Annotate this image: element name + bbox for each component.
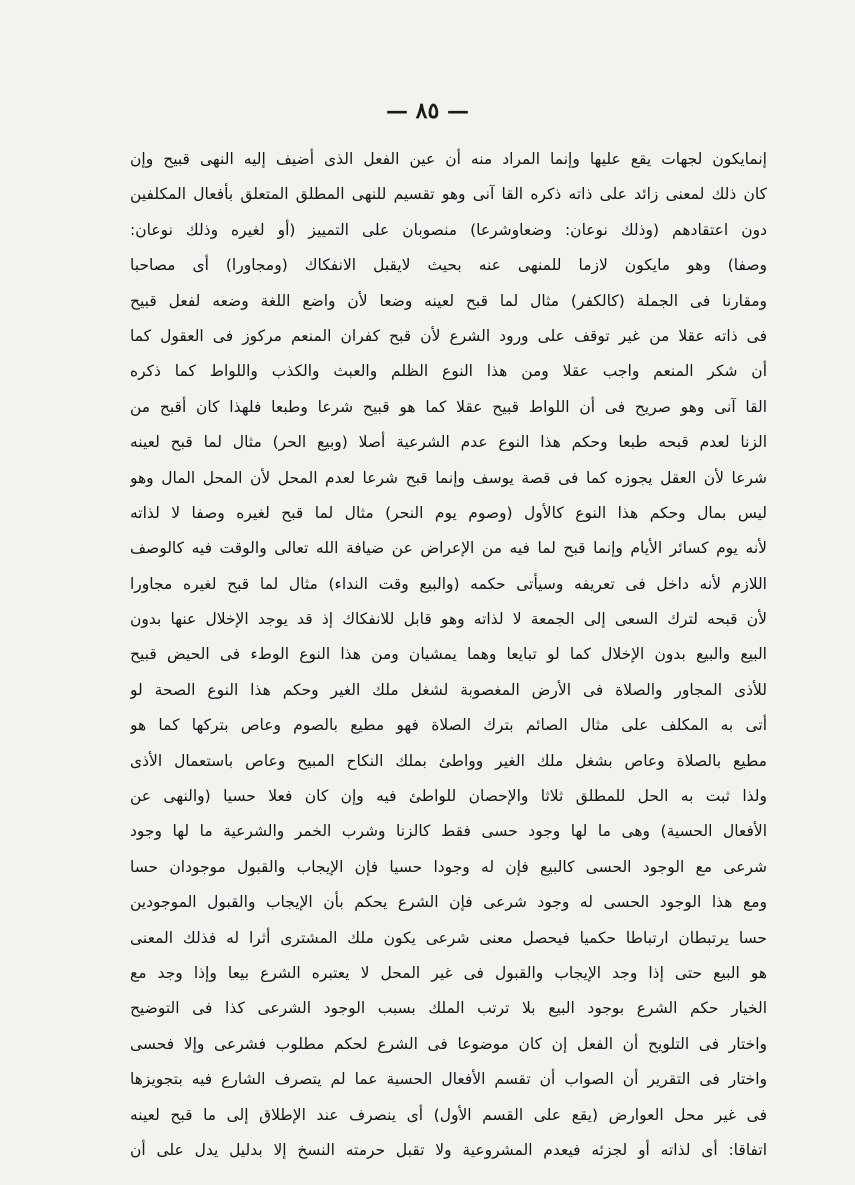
text-line: إنمايكون لجهات يقع عليها وإنما المراد منه أن عين الفعل الذى أضيف إليه النهى قبيح وإن [130,150,767,168]
text-line: حسا يرتبطان ارتباطا حكميا فيحصل معنى شرعى يكون ملك المشترى أثرا له فذلك المعنى [130,928,767,947]
text-line: البيع والبيع بدون الإخلال كما لو تبايعا وهما يمشيان ومن هذا النوع الوطء فى الحيض قبيح [130,645,767,664]
text-line: هو البيع حتى إذا وجد الإيجاب والقبول فى غير المحل لا يعتبره الشرع بيعا وإذا وجد مع [130,963,767,982]
text-line: الأفعال الحسية) وهى ما لها وجود حسى فقط كالزنا وشرب الخمر والشرعية ما لها وجود [130,822,767,841]
text-line: شرعى مع الوجود الحسى كالبيع فإن له وجودا حسيا فإن الإيجاب والقبول موجودان حسا [130,857,767,876]
page-number: — ٨٥ — [386,98,469,124]
text-line: اتفاقا: أى لذاته أو لجزئه فيعدم المشروعية ولا تقبل حرمته النسخ إلا بدليل يدل على أن [130,1140,767,1159]
text-line: للأذى المجاور والصلاة فى الأرض المغصوبة لشغل ملك الغير وحكم هذا النوع الصحة لو [130,680,767,699]
text-line: الخيار حكم الشرع بوجود البيع بلا ترتب الملك بسبب الوجود الشرعى كذا فى التوضيح [130,999,767,1018]
text-line: واختار فى التقرير أن الصواب أن تقسم الأفعال الحسية عما لم يتصرف الشارع فيه بتجويزها [130,1070,767,1089]
text-line: ومع هذا الوجود الحسى له وجود شرعى فإن الشرع يحكم بأن الإيجاب والقبول الموجودين [130,893,767,912]
text-line: أن شكر المنعم واجب عقلا ومن هذا النوع الظلم والعبث والكذب واللواط كما ذكره [130,362,767,381]
text-line: أتى به المكلف على مثال الصائم بترك الصلاة فهو مطيع بالصوم وعاص بتركها كما هو [130,716,767,735]
text-line: لأن قبحه لترك السعى إلى الجمعة لا لذاته وهو قابل للانفكاك إذ قد يوجد الإخلال عنها بدون [130,610,767,629]
text-line: لأنه يوم كسائر الأيام وإنما قبح لما فيه من الإعراض عن ضيافة الله تعالى والوقت فيه كالوصف [130,539,767,558]
text-line: القا آنى وهو صريح فى أن اللواط قبيح عقلا كما هو قبيح شرعا وطبعا فلهذا كان أقبح من [130,397,767,416]
text-line: فى ذاته عقلا من غير توقف على ورود الشرع لأن قبح كفران المنعم مركوز فى العقول كما [130,326,767,345]
text-line: دون اعتقادهم (وذلك نوعان: وضعاوشرعا) منصوبان على التمييز (أو لغيره وذلك نوعان: [130,220,767,239]
text-line: واختار فى التلويح أن الفعل إن كان موضوعا فى الشرع لحكم مطلوب فشرعى وإلا فحسى [130,1034,767,1053]
text-line: ومقارنا فى الجملة (كالكفر) مثال لما قبح لعينه وضعا لأن واضع اللغة وضعه لفعل قبيح [130,291,767,310]
text-line: فى غير محل العوارض (يقع على القسم الأول) أى ينصرف عند الإطلاق إلى ما قبح لعينه [130,1105,767,1124]
text-line: الزنا لعدم قبحه طبعا وحكم هذا النوع عدم الشرعية أصلا (وبيع الحر) مثال لما قبح لعينه [130,433,767,452]
body-text [130,142,767,1168]
text-line: ولذا ثبت به الحل للمطلق ثلاثا والإحصان للواطئ فيه وإن كان فعلا حسيا (والنهى عن [130,787,767,806]
text-line: ليس بمال وحكم هذا النوع كالأول (وصوم يوم النحر) مثال لما قبح لغيره وصفا لا لذاته [130,503,767,522]
text-line: مطيع بالصلاة وعاص بشغل ملك الغير وواطئ بملك النكاح المبيح وعاص باستعمال الأذى [130,751,767,770]
text-line: كان ذلك لمعنى زائد على ذاته ذكره القا آنى وهو تقسيم للنهى المطلق المتعلق بأفعال المكلفين [130,185,767,204]
text-line: شرعا لأن العقل يجوزه كما فى قصة يوسف وإنما قبح شرعا لعدم المحل لأن المحل المال وهو [130,468,767,487]
text-line: اللازم لأنه داخل فى تعريفه وسيأتى حكمه (والبيع وقت النداء) مثال لما قبح لغيره مجاورا [130,574,767,593]
text-line: وصفا) وهو مايكون لازما للمنهى عنه بحيث لايقبل الانفكاك (ومجاورا) أى مصاحبا [130,256,767,275]
